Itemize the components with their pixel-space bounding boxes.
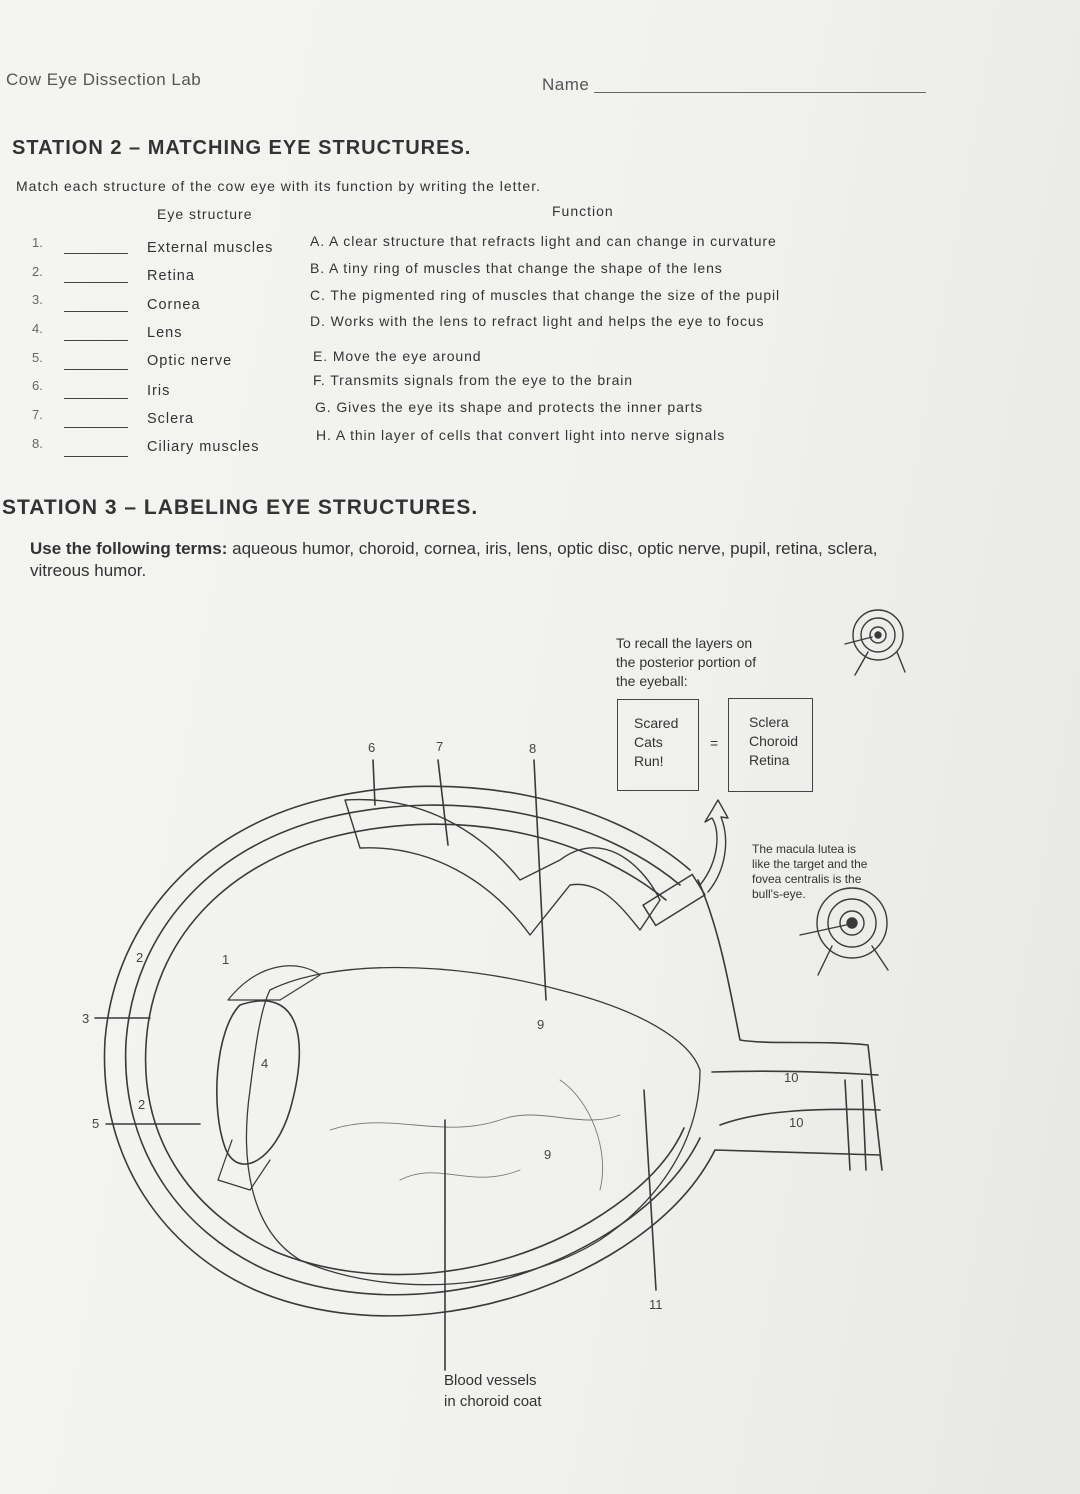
mnemonic-word: Scared (634, 715, 679, 731)
diagram-label-3: 3 (82, 1011, 90, 1026)
function-text: A. A clear structure that refracts light and can change in curvature (310, 233, 777, 249)
target-icon (800, 888, 888, 975)
leader-line-8 (534, 760, 546, 1000)
arrow-to-mnemonic (700, 800, 728, 892)
blood-vessels-line: in choroid coat (444, 1393, 542, 1410)
diagram-label-2: 2 (138, 1097, 146, 1112)
blood-vessels-line: Blood vessels (444, 1372, 537, 1389)
diagram-label-1: 1 (222, 952, 230, 967)
leader-line-11 (644, 1090, 656, 1290)
recall-line: the eyeball: (616, 673, 688, 689)
diagram-label-7: 7 (436, 739, 444, 754)
station3-title: STATION 3 – LABELING EYE STRUCTURES. (2, 496, 479, 519)
macula-line: bull's-eye. (752, 887, 806, 901)
function-text: F. Transmits signals from the eye to the brain (313, 372, 633, 388)
mnemonic-layer: Choroid (749, 733, 799, 749)
row-number: 1. (32, 235, 43, 250)
structure-label: Iris (147, 383, 171, 399)
ciliary-body (228, 966, 320, 1000)
row-number: 5. (32, 350, 43, 365)
diagram-label-2: 2 (136, 950, 144, 965)
diagram-label-8: 8 (529, 741, 537, 756)
row-number: 3. (32, 292, 43, 307)
row-number: 7. (32, 407, 43, 422)
diagram-label-10: 10 (789, 1115, 804, 1130)
row-number: 2. (32, 264, 43, 279)
diagram-label-4: 4 (261, 1056, 269, 1071)
mnemonic-layer: Sclera (749, 714, 789, 730)
diagram-label-9: 9 (544, 1147, 552, 1162)
function-text: G. Gives the eye its shape and protects the inner parts (315, 399, 704, 415)
name-label: Name (542, 75, 590, 94)
function-text: B. A tiny ring of muscles that change the shape of the lens (310, 260, 723, 276)
retina-flap (345, 800, 660, 935)
equals-sign: = (710, 735, 719, 751)
macula-line: like the target and the (752, 857, 868, 871)
diagram-label-9: 9 (537, 1017, 545, 1032)
structure-label: External muscles (147, 240, 274, 256)
blood-vessel (560, 1080, 603, 1190)
row-number: 8. (32, 436, 43, 451)
mnemonic-layer: Retina (749, 752, 790, 768)
diagram-label-6: 6 (368, 740, 376, 755)
recall-line: the posterior portion of (616, 654, 757, 670)
terms-lead: Use the following terms: (30, 539, 228, 558)
col-structure-header: Eye structure (157, 206, 253, 222)
magnified-region-box (643, 874, 705, 925)
row-number: 6. (32, 378, 43, 393)
target-icon (845, 610, 905, 675)
macula-line: fovea centralis is the (752, 872, 862, 886)
function-text: H. A thin layer of cells that convert light into nerve signals (316, 427, 726, 443)
blood-vessels-label (444, 1370, 542, 1412)
optic-nerve-fiber (862, 1080, 866, 1170)
structure-label: Sclera (147, 411, 195, 427)
station2-title: STATION 2 – MATCHING EYE STRUCTURES. (12, 137, 472, 159)
diagram-label-10: 10 (784, 1070, 799, 1085)
leader-line-6 (373, 760, 375, 805)
function-text: C. The pigmented ring of muscles that change the size of the pupil (310, 287, 781, 303)
function-text: D. Works with the lens to refract light and helps the eye to focus (310, 313, 765, 329)
optic-nerve-fiber (845, 1080, 850, 1170)
leader-line-7 (438, 760, 448, 845)
diagram-label-11: 11 (649, 1297, 663, 1312)
recall-line: To recall the layers on (616, 635, 753, 651)
structure-label: Ciliary muscles (147, 439, 260, 455)
structure-label: Retina (147, 268, 195, 284)
mnemonic-word: Cats (634, 734, 663, 750)
blood-vessel (330, 1115, 620, 1130)
row-number: 4. (32, 321, 43, 336)
diagram-label-5: 5 (92, 1116, 100, 1131)
col-function-header: Function (552, 203, 614, 219)
terms-list: aqueous humor, choroid, cornea, iris, lens, optic disc, optic nerve, pupil, retina, sclera, vitreous humor. (30, 539, 878, 580)
blood-vessel (400, 1170, 520, 1180)
mnemonic-word: Run! (634, 753, 664, 769)
macula-line: The macula lutea is (752, 842, 857, 856)
sclera-inner-outline (126, 805, 700, 1295)
structure-label: Lens (147, 325, 183, 341)
lab-title: Cow Eye Dissection Lab (6, 70, 202, 89)
structure-label: Optic nerve (147, 353, 233, 369)
station2-instructions: Match each structure of the cow eye with its function by writing the letter. (16, 178, 541, 194)
function-text: E. Move the eye around (313, 348, 482, 364)
structure-label: Cornea (147, 297, 201, 313)
lens-outline (217, 1001, 300, 1164)
